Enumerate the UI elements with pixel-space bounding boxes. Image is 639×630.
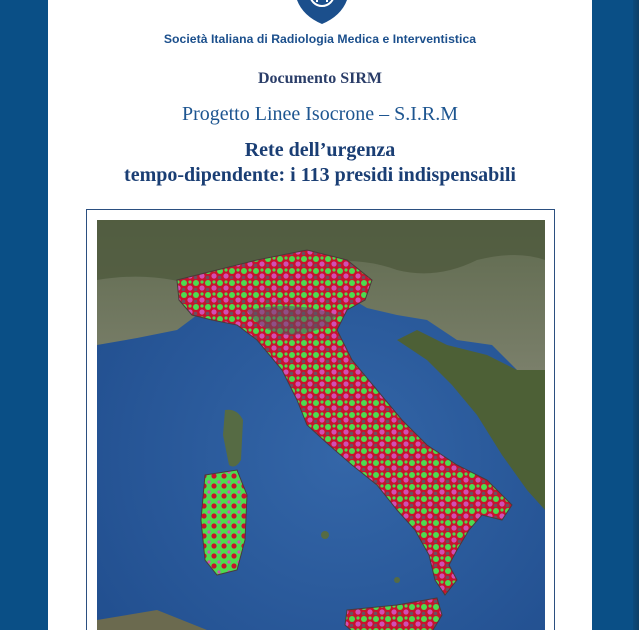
project-title: Progetto Linee Isocrone – S.I.R.M	[181, 103, 459, 125]
map-frame	[86, 209, 555, 630]
title-line-1: Rete dell’urgenza	[244, 139, 396, 161]
society-name: Società Italiana di Radiologia Medica e Interventistica	[163, 32, 477, 46]
title-line-2: tempo-dipendente: i 113 presidi indispensabili	[124, 164, 516, 186]
map-sardinia	[201, 470, 247, 575]
document-label: Documento SIRM	[258, 70, 382, 87]
italy-isochrone-map	[97, 220, 545, 630]
document-title	[48, 138, 592, 188]
sirm-logo	[287, 0, 357, 24]
map-island	[321, 531, 329, 539]
map-island	[394, 577, 400, 583]
document-page	[48, 0, 592, 630]
window-edge	[633, 0, 639, 630]
